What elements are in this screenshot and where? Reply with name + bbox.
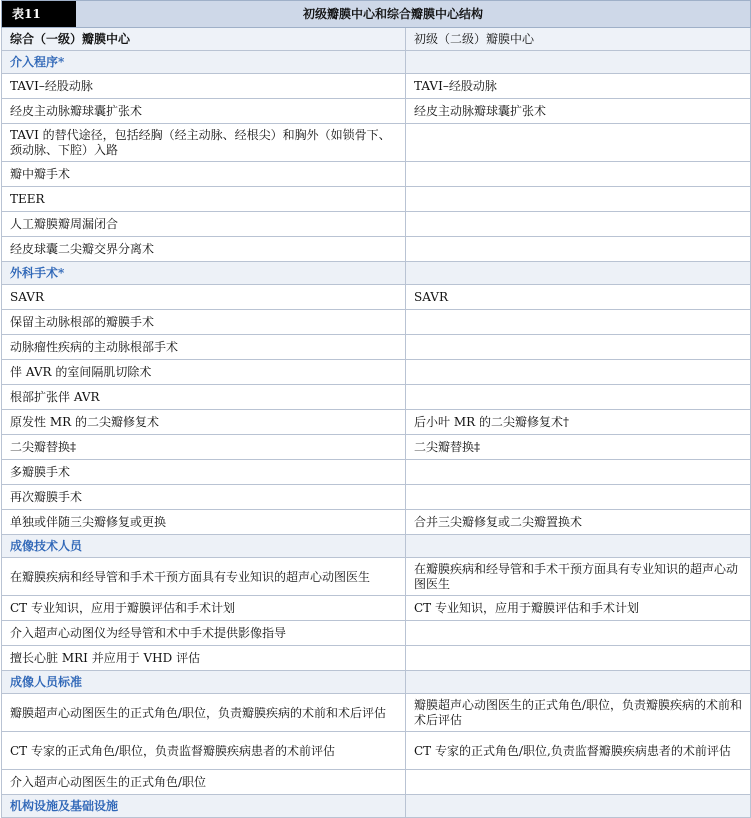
comprehensive-center-cell: TAVI–经股动脉 (2, 74, 406, 99)
primary-center-cell: CT 专业知识，应用于瓣膜评估和手术计划 (406, 596, 751, 621)
table-row (2, 335, 751, 360)
section-heading: 外科手术* (2, 262, 406, 285)
table-row (2, 510, 751, 535)
section-row (2, 51, 751, 74)
primary-center-cell (406, 621, 751, 646)
section-empty-cell (406, 262, 751, 285)
header-comprehensive: 综合（一级）瓣膜中心 (2, 28, 406, 51)
section-row (2, 262, 751, 285)
table-row (2, 596, 751, 621)
table-row (2, 212, 751, 237)
comprehensive-center-cell: 单独或伴随三尖瓣修复或更换 (2, 510, 406, 535)
comprehensive-center-cell: 擅长心脏 MRI 并应用于 VHD 评估 (2, 646, 406, 671)
primary-center-cell (406, 385, 751, 410)
section-row (2, 535, 751, 558)
table-row (2, 621, 751, 646)
table-row (2, 410, 751, 435)
table-title-cell (2, 1, 751, 28)
section-empty-cell (406, 535, 751, 558)
section-empty-cell (406, 51, 751, 74)
table-row (2, 237, 751, 262)
table-row (2, 310, 751, 335)
table-row (2, 435, 751, 460)
section-heading: 机构设施及基础设施 (2, 795, 406, 818)
comprehensive-center-cell: 原发性 MR 的二尖瓣修复术 (2, 410, 406, 435)
table-header-row (2, 28, 751, 51)
comprehensive-center-cell: 介入超声心动图仪为经导管和术中手术提供影像指导 (2, 621, 406, 646)
primary-center-cell (406, 124, 751, 162)
section-row (2, 671, 751, 694)
table-row (2, 99, 751, 124)
primary-center-cell: 二尖瓣替换‡ (406, 435, 751, 460)
primary-center-cell (406, 162, 751, 187)
comprehensive-center-cell: 伴 AVR 的室间隔肌切除术 (2, 360, 406, 385)
primary-center-cell (406, 237, 751, 262)
primary-center-cell (406, 212, 751, 237)
table-row (2, 385, 751, 410)
comprehensive-center-cell: CT 专业知识，应用于瓣膜评估和手术计划 (2, 596, 406, 621)
section-empty-cell (406, 795, 751, 818)
comprehensive-center-cell: 经皮主动脉瓣球囊扩张术 (2, 99, 406, 124)
comprehensive-center-cell: CT 专家的正式角色/职位，负责监督瓣膜疾病患者的术前评估 (2, 732, 406, 770)
header-primary: 初级（二级）瓣膜中心 (406, 28, 751, 51)
section-heading: 介入程序* (2, 51, 406, 74)
comprehensive-center-cell: SAVR (2, 285, 406, 310)
table-row (2, 360, 751, 385)
primary-center-cell: 合并三尖瓣修复或二尖瓣置换术 (406, 510, 751, 535)
primary-center-cell (406, 646, 751, 671)
primary-center-cell (406, 770, 751, 795)
primary-center-cell (406, 335, 751, 360)
comprehensive-center-cell: 二尖瓣替换‡ (2, 435, 406, 460)
primary-center-cell (406, 360, 751, 385)
primary-center-cell (406, 310, 751, 335)
primary-center-cell: 在瓣膜疾病和经导管和手术干预方面具有专业知识的超声心动图医生 (406, 558, 751, 596)
comprehensive-center-cell: TEER (2, 187, 406, 212)
table-row (2, 74, 751, 99)
table-row (2, 485, 751, 510)
comprehensive-center-cell: 瓣膜超声心动图医生的正式角色/职位，负责瓣膜疾病的术前和术后评估 (2, 694, 406, 732)
comprehensive-center-cell: 经皮球囊二尖瓣交界分离术 (2, 237, 406, 262)
primary-center-cell (406, 187, 751, 212)
table-row (2, 770, 751, 795)
table-row (2, 460, 751, 485)
section-heading: 成像人员标准 (2, 671, 406, 694)
comprehensive-center-cell: 根部扩张伴 AVR (2, 385, 406, 410)
comprehensive-center-cell: 瓣中瓣手术 (2, 162, 406, 187)
primary-center-cell (406, 460, 751, 485)
comprehensive-center-cell: 在瓣膜疾病和经导管和手术干预方面具有专业知识的超声心动图医生 (2, 558, 406, 596)
table-row (2, 162, 751, 187)
table-number: 表11 (2, 1, 76, 27)
primary-center-cell (406, 485, 751, 510)
primary-center-cell: 瓣膜超声心动图医生的正式角色/职位，负责瓣膜疾病的术前和术后评估 (406, 694, 751, 732)
table-row (2, 646, 751, 671)
valve-center-table (1, 0, 751, 818)
comprehensive-center-cell: TAVI 的替代途径，包括经胸（经主动脉、经根尖）和胸外（如锁骨下、颈动脉、下腔）入路 (2, 124, 406, 162)
table-title-row (2, 1, 751, 28)
table-row (2, 124, 751, 162)
comprehensive-center-cell: 保留主动脉根部的瓣膜手术 (2, 310, 406, 335)
section-heading: 成像技术人员 (2, 535, 406, 558)
primary-center-cell: 后小叶 MR 的二尖瓣修复术† (406, 410, 751, 435)
table-caption: 初级瓣膜中心和综合瓣膜中心结构 (303, 6, 484, 21)
primary-center-cell: TAVI–经股动脉 (406, 74, 751, 99)
comprehensive-center-cell: 动脉瘤性疾病的主动脉根部手术 (2, 335, 406, 360)
section-empty-cell (406, 671, 751, 694)
table-row (2, 187, 751, 212)
table-row (2, 558, 751, 596)
comprehensive-center-cell: 介入超声心动图医生的正式角色/职位 (2, 770, 406, 795)
comprehensive-center-cell: 再次瓣膜手术 (2, 485, 406, 510)
section-row (2, 795, 751, 818)
table-row (2, 285, 751, 310)
table-row (2, 694, 751, 732)
table-row (2, 732, 751, 770)
primary-center-cell: CT 专家的正式角色/职位,负责监督瓣膜疾病患者的术前评估 (406, 732, 751, 770)
table-container (1, 0, 750, 818)
comprehensive-center-cell: 人工瓣膜瓣周漏闭合 (2, 212, 406, 237)
primary-center-cell: SAVR (406, 285, 751, 310)
comprehensive-center-cell: 多瓣膜手术 (2, 460, 406, 485)
primary-center-cell: 经皮主动脉瓣球囊扩张术 (406, 99, 751, 124)
